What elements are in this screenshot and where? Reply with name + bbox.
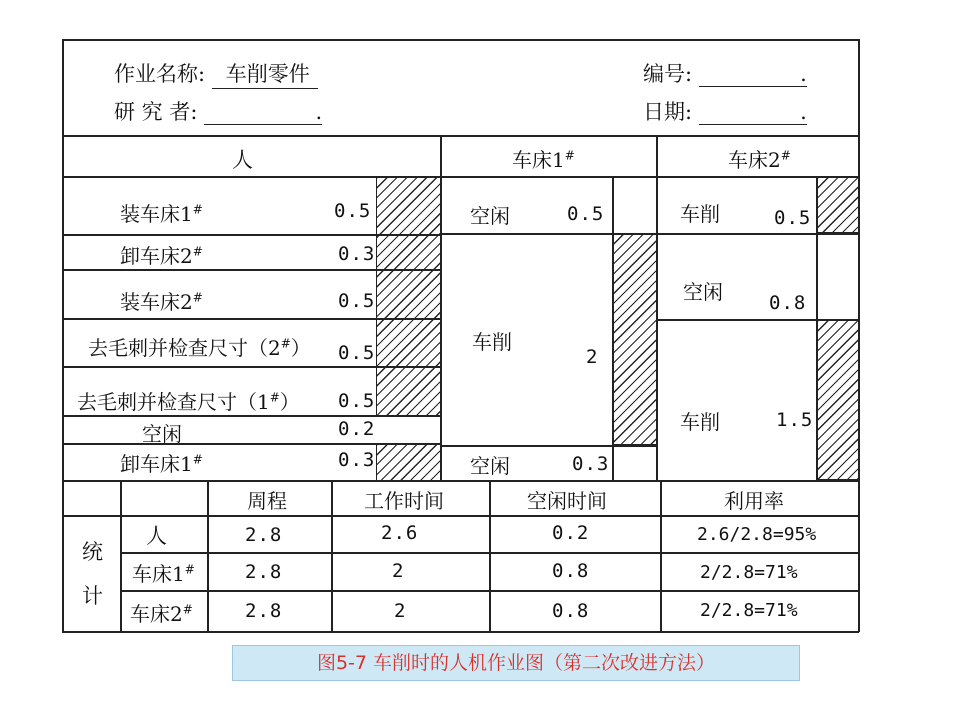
stats-header-utilization: 利用率 (724, 489, 784, 513)
person-row-value: 0.3 (338, 449, 376, 471)
stats-cell-idle: 0.2 (552, 522, 590, 544)
person-row-label: 装车床2# (120, 290, 203, 314)
number-row (643, 58, 807, 88)
number-label: 编号: (643, 62, 693, 86)
stats-side-label: 计 (82, 584, 103, 608)
stats-cell-idle: 0.8 (552, 560, 590, 582)
person-row-value: 0.2 (338, 418, 376, 440)
lathe1-row-value: 0.3 (572, 453, 610, 475)
lathe1-row-label: 空闲 (470, 204, 510, 228)
person-row-value: 0.5 (338, 342, 376, 364)
column-header-lathe1: 车床1# (512, 148, 575, 172)
column-header-lathe2: 车床2# (728, 148, 791, 172)
date-row (643, 96, 807, 126)
stats-side-label: 统 (82, 540, 103, 564)
person-work-bar (376, 176, 441, 416)
person-row-value: 0.5 (338, 390, 376, 412)
person-row-value: 0.5 (338, 290, 376, 312)
figure-caption: 图5-7 车削时的人机作业图（第二次改进方法） (232, 645, 800, 681)
person-row-label: 卸车床2# (120, 244, 203, 268)
person-row-label: 空闲 (142, 422, 182, 446)
person-row-label: 装车床1# (120, 202, 203, 226)
number-value: . (699, 62, 807, 87)
job-name-row (114, 58, 318, 89)
date-label: 日期: (643, 100, 693, 124)
stats-cell-idle: 0.8 (552, 600, 590, 622)
lathe2-work-bar (817, 176, 859, 233)
stats-cell-work: 2.6 (381, 522, 419, 544)
person-work-bar (376, 443, 441, 481)
lathe1-row-value: 2 (586, 346, 599, 368)
lathe1-row-label: 空闲 (470, 454, 510, 478)
lathe2-row-label: 空闲 (683, 280, 723, 304)
person-row-value: 0.5 (334, 200, 372, 222)
stats-cell-cycle: 2.8 (245, 561, 283, 583)
stats-cell-cycle: 2.8 (245, 600, 283, 622)
lathe1-row-label: 车削 (472, 330, 512, 354)
lathe1-work-bar (612, 233, 657, 445)
researcher-row (114, 96, 322, 126)
researcher-label: 研 究 者: (114, 100, 198, 124)
lathe2-row-value: 0.5 (774, 207, 812, 229)
stats-header-idle: 空闲时间 (527, 489, 607, 513)
person-row-label: 去毛刺并检查尺寸（1#） (77, 390, 300, 414)
stats-cell-work: 2 (394, 600, 407, 622)
lathe2-work-bar (817, 319, 859, 480)
stats-row-name: 人 (146, 524, 167, 548)
stats-header-work: 工作时间 (364, 489, 444, 513)
column-header-person: 人 (232, 148, 253, 172)
person-row-value: 0.3 (338, 243, 376, 265)
stats-row-name: 车床2# (130, 602, 193, 626)
job-name-label: 作业名称: (114, 62, 206, 86)
stats-row-name: 车床1# (132, 562, 195, 586)
stats-cell-work: 2 (392, 560, 405, 582)
lathe2-row-label: 车削 (680, 410, 720, 434)
lathe2-row-label: 车削 (680, 202, 720, 226)
stats-cell-utilization: 2/2.8=71% (700, 600, 798, 621)
lathe1-row-value: 0.5 (567, 203, 605, 225)
stats-cell-cycle: 2.8 (245, 524, 283, 546)
stats-cell-utilization: 2/2.8=71% (700, 562, 798, 583)
job-name-value: 车削零件 (212, 58, 318, 89)
person-row-label: 去毛刺并检查尺寸（2#） (88, 336, 311, 360)
lathe2-row-value: 1.5 (776, 409, 814, 431)
date-value: . (699, 100, 807, 125)
stats-header-cycle: 周程 (247, 489, 287, 513)
stats-cell-utilization: 2.6/2.8=95% (697, 524, 817, 545)
lathe2-row-value: 0.8 (769, 292, 807, 314)
researcher-value: . (204, 100, 322, 125)
person-row-label: 卸车床1# (120, 452, 203, 476)
